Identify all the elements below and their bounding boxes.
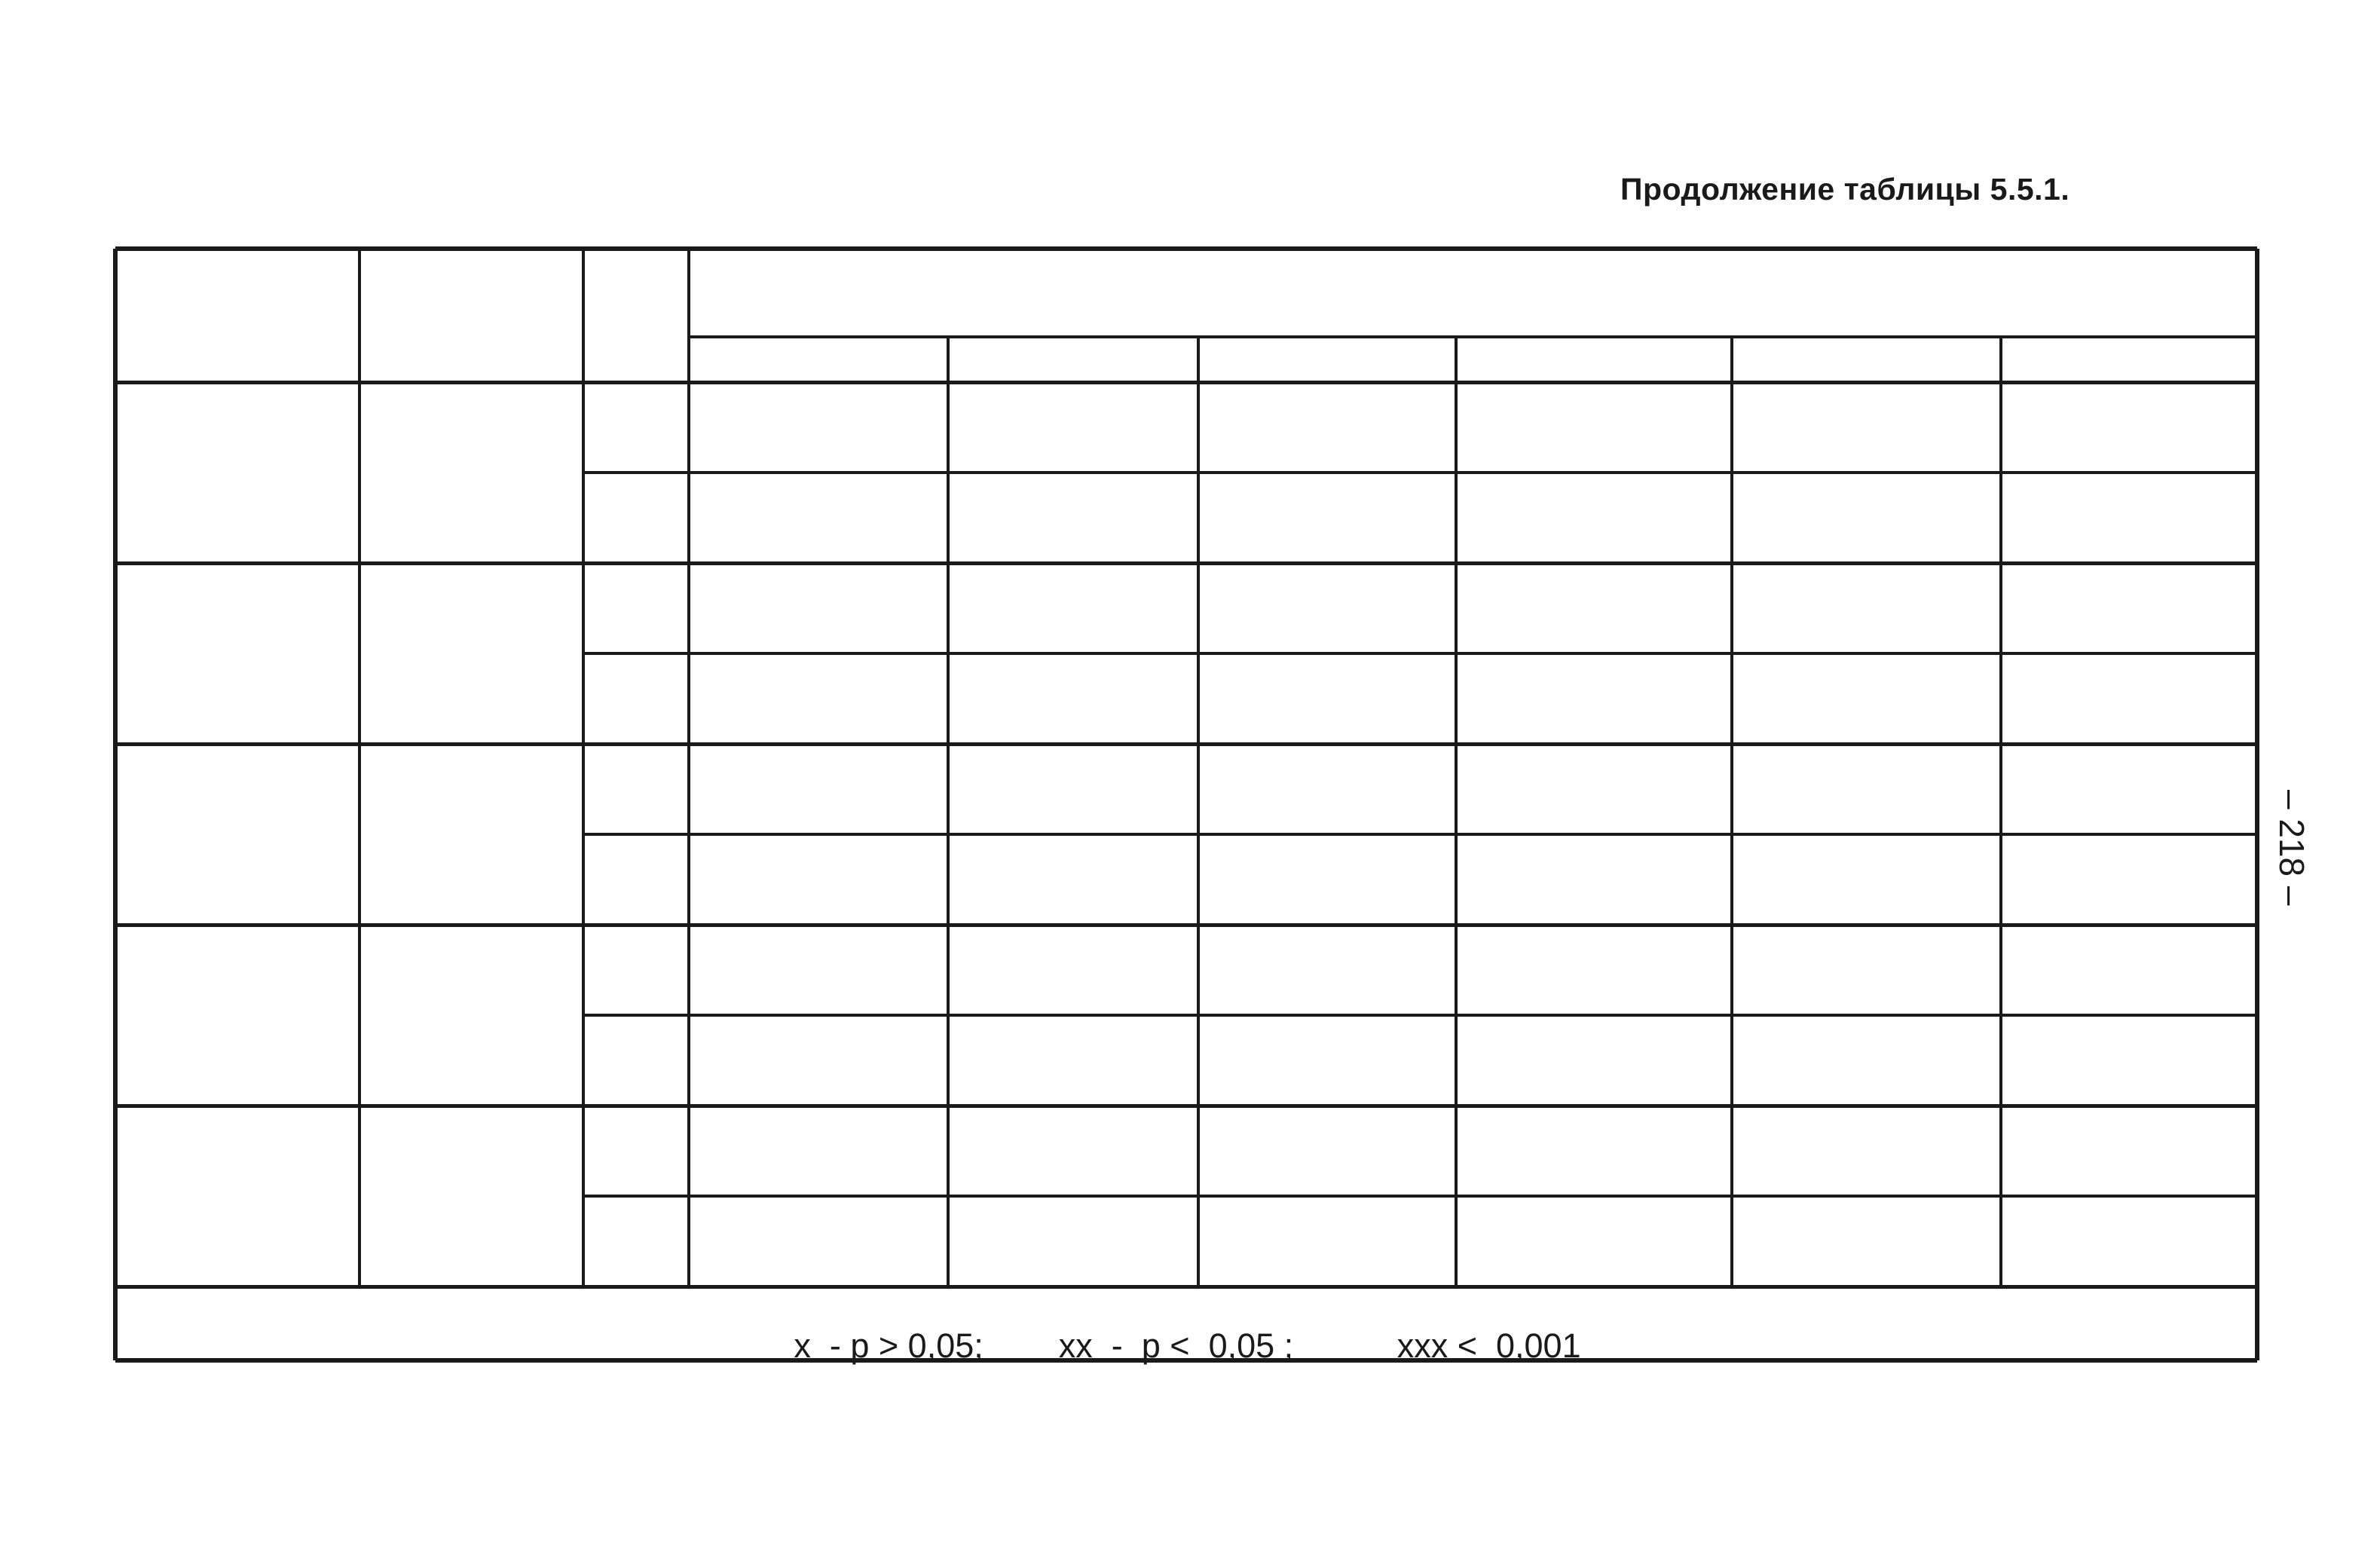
- significance-legend: x - p > 0,05; xx - p < 0,05 ; xxx < 0,001: [794, 1326, 1581, 1365]
- grid-line: [1730, 337, 1733, 1286]
- grid-line: [582, 249, 585, 1286]
- grid-line: [947, 337, 950, 1286]
- grid-line: [583, 652, 2257, 655]
- grid-line: [1999, 337, 2002, 1286]
- grid-line: [115, 1104, 2257, 1108]
- grid-line: [1197, 337, 1200, 1286]
- grid-line: [689, 335, 2257, 338]
- grid-line: [113, 249, 118, 1360]
- grid-line: [358, 249, 361, 1286]
- grid-line: [115, 742, 2257, 746]
- grid-line: [583, 1014, 2257, 1017]
- grid-line: [115, 381, 2257, 384]
- grid-line: [115, 1285, 2257, 1289]
- grid-line: [583, 471, 2257, 474]
- grid-line: [687, 249, 690, 1286]
- grid-line: [115, 923, 2257, 927]
- grid-line: [583, 833, 2257, 836]
- page-number: – 218 –: [2272, 790, 2311, 906]
- table-caption: Продолжение таблицы 5.5.1.: [1620, 172, 2070, 207]
- grid-line: [1455, 337, 1458, 1286]
- grid-line: [115, 246, 2257, 251]
- grid-line: [115, 561, 2257, 565]
- grid-line: [2255, 249, 2259, 1360]
- grid-line: [583, 1195, 2257, 1198]
